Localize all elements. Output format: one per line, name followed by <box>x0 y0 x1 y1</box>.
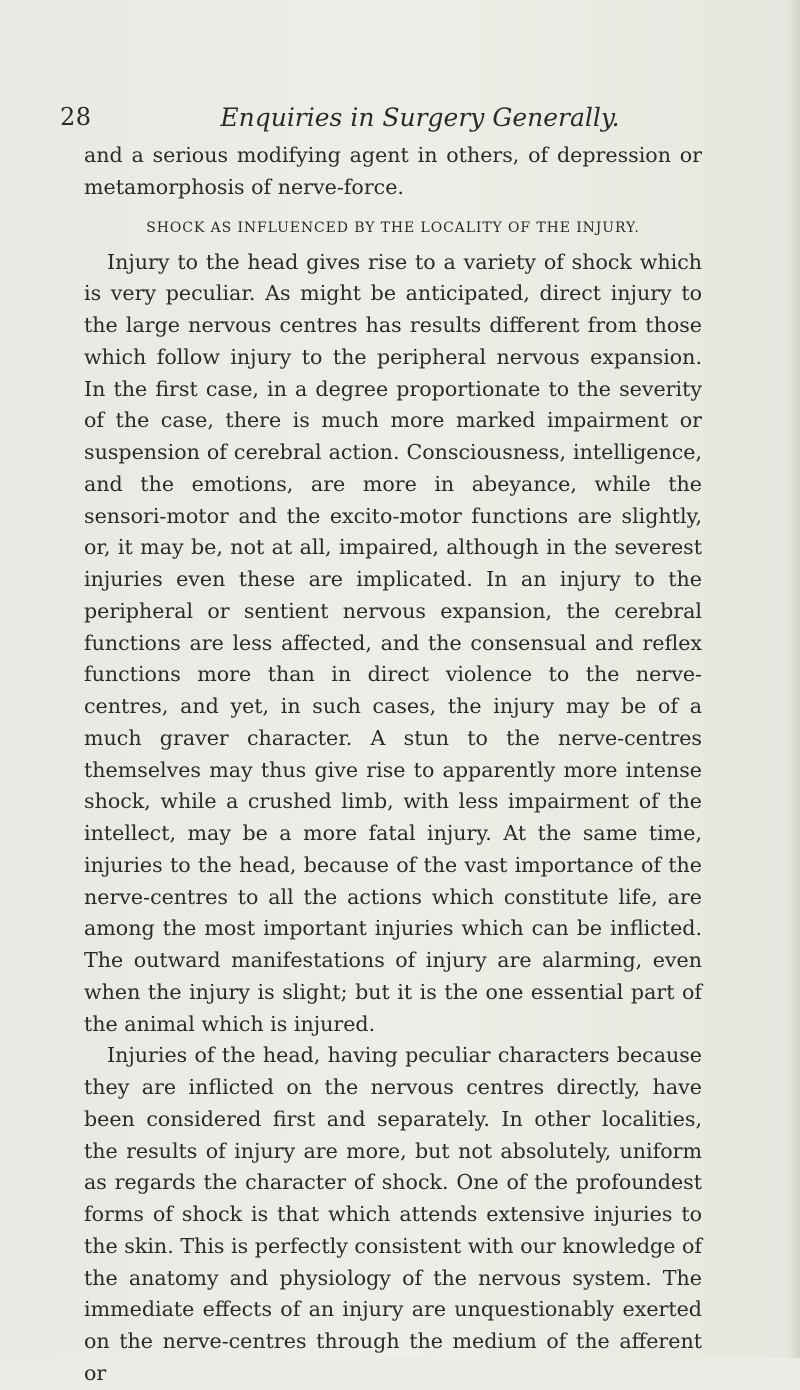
section-heading: SHOCK AS INFLUENCED BY THE LOCALITY OF THE INJURY. <box>146 219 640 236</box>
paragraph-localities: Injuries of the head, having peculiar characters because they are inflicted on the nervous centres directly, have been considered first and separately. In other localities, the results of injury are more, but not absolutely, uniform as regards the character of shock. One of the profoundest forms of shock is that which attends extensive injuries to the skin. This is perfectly consistent with our knowledge of the anatomy and physiology of the nervous system. The immediate effects of an injury are unquestionably exerted on the nerve-centres through the medium of the afferent or <box>84 1043 702 1385</box>
running-title: Enquiries in Surgery Generally. <box>220 103 620 132</box>
paragraph-head-injury: Injury to the head gives rise to a variety of shock which is very peculiar. As might be anticipated, direct injury to the large nervous centres has results different from those which follow injury to the peripheral nervous expansion. In the first case, in a degree proportionate to the severity of the case, there is much more marked impairment or suspension of cerebral action. Consciousness, intelligence, and the emotions, are more in abeyance, while the sensori-motor and the excito-motor functions are slightly, or, it may be, not at all, impaired, although in the severest injuries even these are implicated. In an injury to the peripheral or sentient nervous expansion, the cerebral functions are less affected, and the consensual and reflex functions more than in direct violence to the nerve-centres, and yet, in such cases, the injury may be of a much graver character. A stun to the nerve-centres themselves may thus give rise to apparently more intense shock, while a crushed limb, with less impairment of the intellect, may be a more fatal injury. At the same time, injuries to the head, because of the vast importance of the nerve-centres to all the actions which constitute life, are among the most important injuries which can be inflicted. The outward manifestations of injury are alarming, even when the injury is slight; but it is the one essential part of the animal which is injured. <box>84 249 702 1036</box>
body-text <box>84 140 702 1390</box>
page-header <box>60 103 740 143</box>
page-number: 28 <box>60 103 92 131</box>
continuation-paragraph: and a serious modifying agent in others, of depression or metamorphosis of nerve-force. <box>84 143 702 199</box>
page-edge-shadow <box>788 0 800 1358</box>
